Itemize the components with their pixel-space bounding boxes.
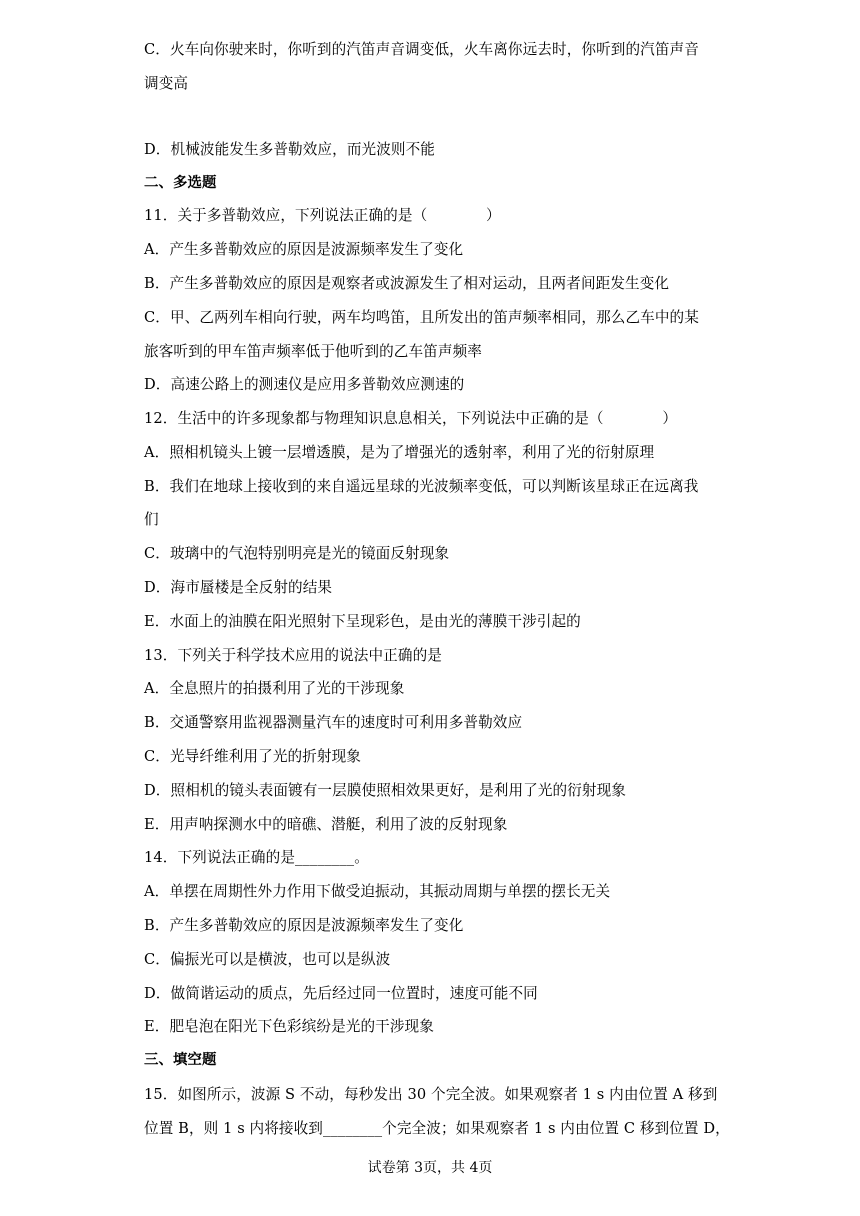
section-heading: 二、多选题	[144, 175, 217, 191]
option-line: D．照相机的镜头表面镀有一层膜使照相效果更好，是利用了光的衍射现象	[144, 782, 627, 799]
option-line: A．照相机镜头上镀一层增透膜，是为了增强光的透射率，利用了光的衍射原理	[144, 444, 655, 461]
question-stem: 11．关于多普勒效应，下列说法正确的是（ ）	[144, 207, 501, 224]
option-line: C．甲、乙两列车相向行驶，两车均鸣笛，且所发出的笛声频率相同，那么乙车中的某	[144, 309, 699, 326]
option-line: C．偏振光可以是横波，也可以是纵波	[144, 951, 391, 968]
option-line: 们	[144, 511, 159, 528]
text-line: C．火车向你驶来时，你听到的汽笛声音调变低，火车离你远去时，你听到的汽笛声音	[144, 41, 699, 58]
text-line: D．机械波能发生多普勒效应，而光波则不能	[144, 141, 435, 158]
option-line: C．玻璃中的气泡特别明亮是光的镜面反射现象	[144, 545, 450, 562]
question-stem: 位置 B，则 1 s 内将接收到________个完全波；如果观察者 1 s 内由位置 C 移到位置 D，	[144, 1120, 730, 1137]
option-line: A．全息照片的拍摄利用了光的干涉现象	[144, 680, 405, 697]
option-line: A．产生多普勒效应的原因是波源频率发生了变化	[144, 241, 464, 258]
option-line: B．交通警察用监视器测量汽车的速度时可利用多普勒效应	[144, 714, 523, 731]
question-stem: 15．如图所示，波源 S 不动，每秒发出 30 个完全波。如果观察者 1 s 内由位置 A 移到	[144, 1086, 718, 1103]
option-line: D．海市蜃楼是全反射的结果	[144, 579, 333, 596]
question-stem: 14．下列说法正确的是________。	[144, 849, 369, 866]
option-line: A．单摆在周期性外力作用下做受迫振动，其振动周期与单摆的摆长无关	[144, 883, 611, 900]
page-footer: 试卷第 3页，共 4页	[367, 1160, 493, 1176]
option-line: C．光导纤维利用了光的折射现象	[144, 748, 361, 765]
option-line: B．产生多普勒效应的原因是观察者或波源发生了相对运动，且两者间距发生变化	[144, 275, 670, 292]
question-stem: 13．下列关于科学技术应用的说法中正确的是	[144, 647, 442, 664]
option-line: 旅客听到的甲车笛声频率低于他听到的乙车笛声频率	[144, 343, 482, 360]
option-line: E．用声呐探测水中的暗礁、潜艇，利用了波的反射现象	[144, 816, 508, 833]
text-line: 调变高	[144, 75, 189, 92]
option-line: B．产生多普勒效应的原因是波源频率发生了变化	[144, 917, 464, 934]
option-line: B．我们在地球上接收到的来自遥远星球的光波频率变低，可以判断该星球正在远离我	[144, 478, 699, 495]
section-heading: 三、填空题	[144, 1052, 217, 1068]
option-line: E．水面上的油膜在阳光照射下呈现彩色，是由光的薄膜干涉引起的	[144, 613, 581, 630]
question-stem: 12．生活中的许多现象都与物理知识息息相关，下列说法中正确的是（ ）	[144, 410, 678, 427]
option-line: D．做简谐运动的质点，先后经过同一位置时，速度可能不同	[144, 985, 538, 1002]
option-line: E．肥皂泡在阳光下色彩缤纷是光的干涉现象	[144, 1018, 434, 1035]
option-line: D．高速公路上的测速仪是应用多普勒效应测速的	[144, 376, 465, 393]
